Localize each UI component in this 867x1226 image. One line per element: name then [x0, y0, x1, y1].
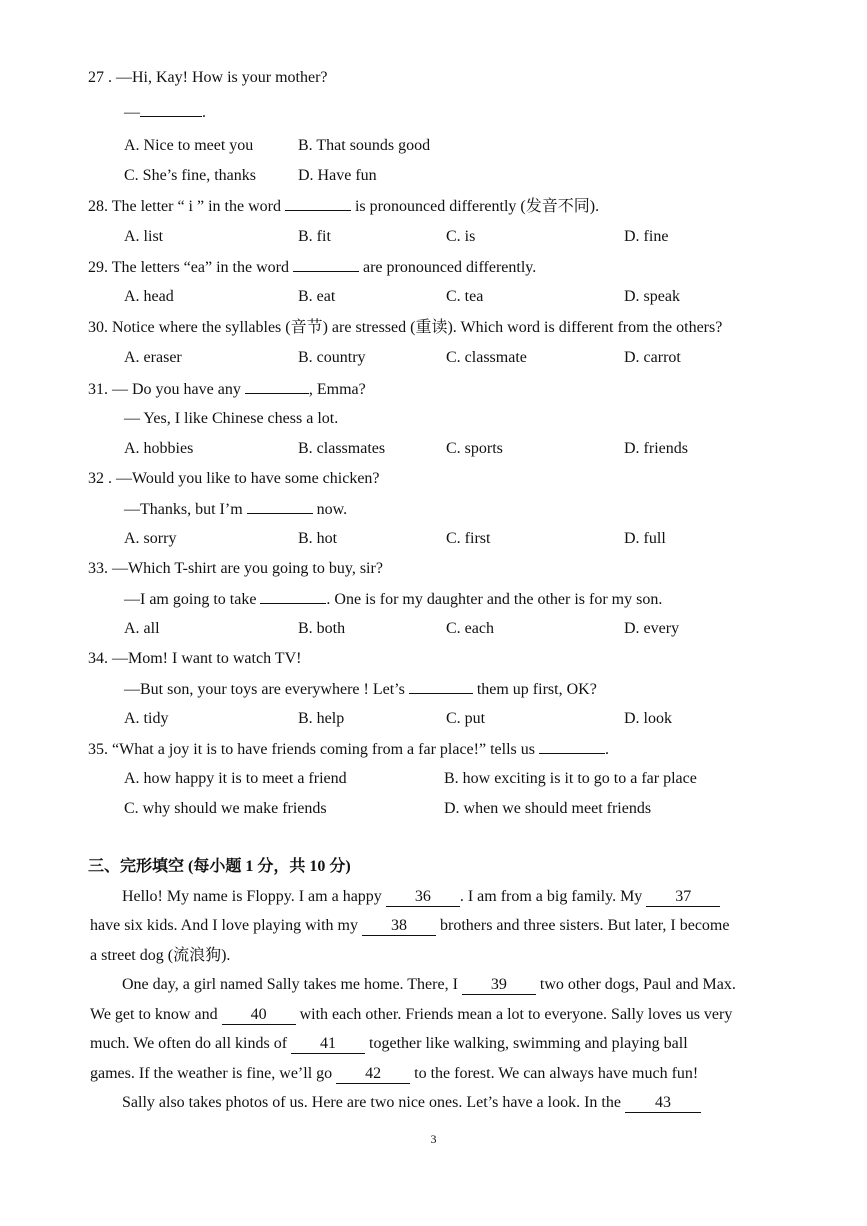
option-b[interactable]: B. hot [298, 530, 338, 547]
option-d[interactable]: D. friends [624, 440, 688, 457]
stem-text: , Emma? [308, 381, 366, 398]
cloze-blank-38[interactable]: 38 [362, 917, 436, 936]
answer-blank[interactable] [260, 589, 326, 604]
passage-text: Hello! My name is Floppy. I am a happy [122, 888, 382, 905]
stem-text: —Thanks, but I’m [124, 501, 243, 518]
option-d[interactable]: D. when we should meet friends [444, 800, 652, 817]
option-c[interactable]: C. tea [446, 288, 484, 305]
answer-blank[interactable] [140, 102, 202, 117]
option-a[interactable]: A. tidy [124, 710, 169, 727]
stem-text: 35. “What a joy it is to have friends coming from a far place!” tells us [88, 741, 535, 758]
option-a[interactable]: A. how happy it is to meet a friend [124, 770, 347, 787]
passage-line [90, 1005, 732, 1025]
stem-text: 28. The letter “ i ” in the word [88, 198, 281, 215]
cloze-blank-41[interactable]: 41 [291, 1035, 365, 1054]
option-a[interactable]: A. sorry [124, 530, 177, 547]
stem-text: —But son, your toys are everywhere ! Let’s [124, 681, 405, 698]
passage-text: games. If the weather is fine, we’ll go [90, 1065, 333, 1082]
option-b[interactable]: B. country [298, 349, 366, 366]
passage-line [122, 1093, 701, 1113]
option-c[interactable]: C. sports [446, 440, 503, 457]
option-d[interactable]: D. look [624, 710, 672, 727]
cloze-blank-42[interactable]: 42 [336, 1065, 410, 1084]
passage-text: to the forest. We can always have much fun! [414, 1065, 699, 1082]
answer-blank[interactable] [539, 739, 605, 754]
stem-text: them up first, OK? [476, 681, 597, 698]
question-32-stem: 32 . —Would you like to have some chicken? [88, 470, 380, 487]
question-35-stem [88, 739, 609, 760]
answer-blank[interactable] [285, 196, 351, 211]
passage-text: Sally also takes photos of us. Here are two nice ones. Let’s have a look. In the [122, 1094, 621, 1111]
option-a[interactable]: A. all [124, 620, 160, 637]
stem-text: . One is for my daughter and the other is for my son. [326, 591, 663, 608]
option-b[interactable]: B. classmates [298, 440, 386, 457]
stem-text: is pronounced differently (发音不同). [354, 198, 600, 215]
option-c[interactable]: C. each [446, 620, 494, 637]
question-31-stem [88, 379, 366, 400]
question-34-stem: 34. —Mom! I want to watch TV! [88, 650, 302, 667]
question-27-reply [124, 102, 206, 123]
option-a[interactable]: A. head [124, 288, 174, 305]
passage-text: much. We often do all kinds of [90, 1035, 288, 1052]
option-b[interactable]: B. fit [298, 228, 331, 245]
stem-text: are pronounced differently. [362, 259, 537, 276]
passage-line [90, 916, 729, 936]
option-d[interactable]: D. full [624, 530, 666, 547]
question-33-stem: 33. —Which T-shirt are you going to buy, sir? [88, 560, 383, 577]
page-number: 3 [430, 1132, 437, 1146]
option-b[interactable]: B. how exciting is it to go to a far place [444, 770, 697, 787]
passage-text: together like walking, swimming and playing ball [369, 1035, 688, 1052]
passage-text: . I am from a big family. My [459, 888, 643, 905]
passage-line [90, 1034, 688, 1054]
option-d[interactable]: D. every [624, 620, 680, 637]
cloze-blank-43[interactable]: 43 [625, 1094, 701, 1113]
question-33-reply [124, 589, 662, 610]
reply-dash: — [124, 104, 140, 121]
cloze-blank-39[interactable]: 39 [462, 976, 536, 995]
passage-line [122, 975, 736, 995]
passage-line: a street dog (流浪狗). [90, 947, 231, 964]
question-28-stem [88, 196, 599, 217]
answer-blank[interactable] [293, 257, 359, 272]
option-d[interactable]: D. speak [624, 288, 680, 305]
option-c[interactable]: C. is [446, 228, 476, 245]
passage-line [90, 1064, 698, 1084]
option-a[interactable]: A. eraser [124, 349, 182, 366]
stem-text: —I am going to take [124, 591, 257, 608]
passage-text: One day, a girl named Sally takes me home. There, I [122, 976, 458, 993]
stem-text: . [604, 741, 609, 758]
passage-text: with each other. Friends mean a lot to everyone. Sally loves us very [299, 1006, 733, 1023]
passage-text: have six kids. And I love playing with my [90, 917, 358, 934]
option-c[interactable]: C. why should we make friends [124, 800, 327, 817]
cloze-blank-40[interactable]: 40 [222, 1006, 296, 1025]
cloze-blank-37[interactable]: 37 [646, 888, 720, 907]
option-b[interactable]: B. help [298, 710, 345, 727]
passage-text: We get to know and [90, 1006, 218, 1023]
answer-blank[interactable] [245, 379, 309, 394]
question-29-stem [88, 257, 536, 278]
option-a[interactable]: A. hobbies [124, 440, 194, 457]
option-b[interactable]: B. both [298, 620, 346, 637]
question-30-stem: 30. Notice where the syllables (音节) are stressed (重读). Which word is different from the others? [88, 319, 723, 336]
option-b[interactable]: B. That sounds good [298, 137, 431, 154]
answer-blank[interactable] [409, 679, 473, 694]
option-b[interactable]: B. eat [298, 288, 336, 305]
passage-text: brothers and three sisters. But later, I become [439, 917, 730, 934]
option-a[interactable]: A. list [124, 228, 164, 245]
cloze-blank-36[interactable]: 36 [386, 888, 460, 907]
passage-line [122, 887, 720, 907]
option-d[interactable]: D. Have fun [298, 167, 377, 184]
question-27-stem: 27 . —Hi, Kay! How is your mother? [88, 69, 328, 86]
option-d[interactable]: D. fine [624, 228, 669, 245]
stem-text: 29. The letters “ea” in the word [88, 259, 289, 276]
stem-text: 31. — Do you have any [88, 381, 241, 398]
section-3-title: 三、完形填空 (每小题 1 分，共 10 分) [88, 858, 351, 875]
reply-period: . [202, 104, 206, 121]
question-32-reply [124, 499, 347, 520]
option-d[interactable]: D. carrot [624, 349, 681, 366]
option-c[interactable]: C. put [446, 710, 486, 727]
question-31-reply: — Yes, I like Chinese chess a lot. [124, 410, 339, 427]
option-a[interactable]: A. Nice to meet you [124, 137, 254, 154]
option-c[interactable]: C. She’s fine, thanks [124, 167, 256, 184]
stem-text: now. [316, 501, 348, 518]
passage-text: two other dogs, Paul and Max. [539, 976, 736, 993]
answer-blank[interactable] [247, 499, 313, 514]
question-34-reply [124, 679, 597, 700]
option-c[interactable]: C. first [446, 530, 491, 547]
option-c[interactable]: C. classmate [446, 349, 527, 366]
